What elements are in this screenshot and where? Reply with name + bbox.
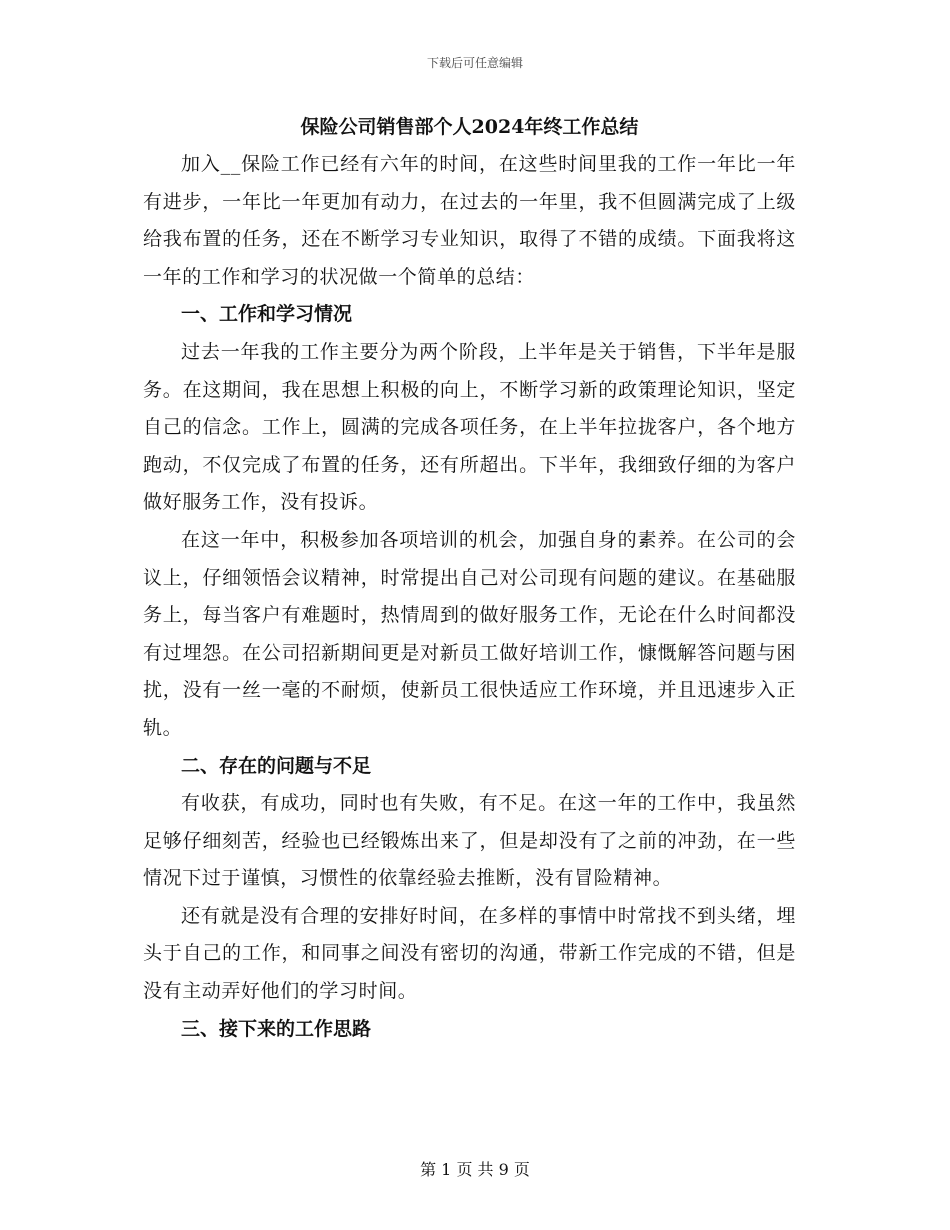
section1-paragraph-2: 在这一年中，积极参加各项培训的机会，加强自身的素养。在公司的会议上，仔细领悟会议精神，时常提出自己对公司现有问题的建议。在基础服务上，每当客户有难题时，热情周到的做好服务工作，无论在什么时间都没有过埋怨。在公司招新期间更是对新员工做好培训工作，慷慨解答问题与困扰，没有一丝一毫的不耐烦，使新员工很快适应工作环境，并且迅速步入正轨。 <box>143 528 796 739</box>
document-title: 保险公司销售部个人2024年终工作总结 <box>300 116 639 138</box>
section1-heading: 一、工作和学习情况 <box>181 303 353 326</box>
header-note: 下载后可任意编辑 <box>426 56 523 70</box>
section1-paragraph-1: 过去一年我的工作主要分为两个阶段，上半年是关于销售，下半年是服务。在这期间，我在思想上积极的向上，不断学习新的政策理论知识，坚定自己的信念。工作上，圆满的完成各项任务，在上半年拉拢客户，各个地方跑动，不仅完成了布置的任务，还有所超出。下半年，我细致仔细的为客户做好服务工作，没有投诉。 <box>143 340 796 514</box>
page-footer: 第 1 页 共 9 页 <box>420 1160 530 1179</box>
section2-paragraph-1: 有收获，有成功，同时也有失败，有不足。在这一年的工作中，我虽然足够仔细刻苦，经验也已经锻炼出来了，但是却没有了之前的冲劲，在一些情况下过于谨慎，习惯性的依靠经验去推断，没有冒险精神。 <box>143 792 796 890</box>
document-body <box>143 112 796 1048</box>
intro-paragraph: 加入__保险工作已经有六年的时间，在这些时间里我的工作一年比一年有进步，一年比一年更加有动力，在过去的一年里，我不但圆满完成了上级给我布置的任务，还在不断学习专业知识，取得了不错的成绩。下面我将这一年的工作和学习的状况做一个简单的总结： <box>143 153 796 288</box>
section3-heading: 三、接下来的工作思路 <box>181 1017 372 1040</box>
section2-paragraph-2: 还有就是没有合理的安排好时间，在多样的事情中时常找不到头绪，埋头于自己的工作，和同事之间没有密切的沟通，带新工作完成的不错，但是没有主动弄好他们的学习时间。 <box>143 904 796 1003</box>
section2-heading: 二、存在的问题与不足 <box>181 754 372 777</box>
